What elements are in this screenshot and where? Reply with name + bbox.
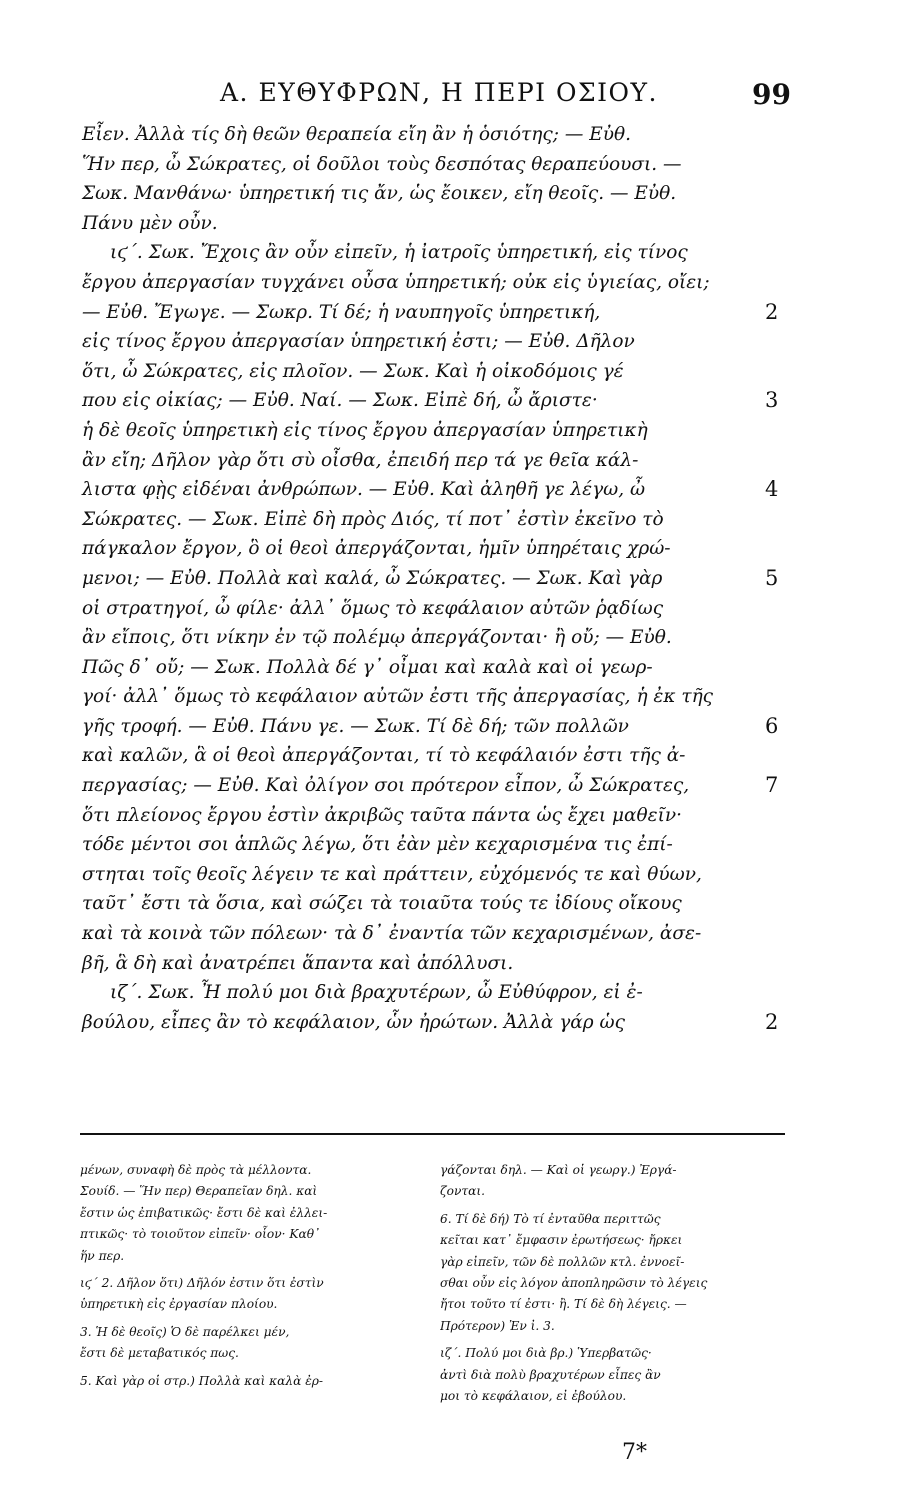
margin-number: 5 (765, 566, 779, 590)
signature-mark: 7* (622, 1440, 647, 1465)
footnote-line: ἀντὶ διὰ πολὺ βραχυτέρων εἶπες ἂν (440, 1367, 661, 1382)
footnote-line: σθαι οὖν εἰς λόγον ἀποπληρῶσιν τὸ λέγεις (440, 1276, 708, 1291)
footnotes-right-column (440, 1160, 785, 1407)
text-line: πάγκαλον ἔργον, ὃ οἱ θεοὶ ἀπεργάζονται, ἡμῖν ὑπηρέταις χρώ- (82, 538, 671, 560)
footnote-line: ἔστι δὲ μεταβατικός πως. (80, 1346, 239, 1361)
main-text (82, 120, 762, 1037)
footnote-line: ἥν περ. (80, 1248, 125, 1263)
margin-number: 7 (765, 773, 779, 798)
margin-number: 2 (765, 299, 779, 324)
text-line: Πάνυ μὲν οὖν. (82, 212, 218, 234)
text-line: καὶ τὰ κοινὰ τῶν πόλεων· τὰ δ᾽ ἐναντία τῶν κεχαρισμένων, ἀσε- (82, 923, 702, 945)
footnote-line: πτικῶς· τὸ τοιοῦτον εἰπεῖν· οἷον· Καθ᾽ (80, 1227, 321, 1242)
footnote-line: ἤτοι τοῦτο τί ἐστι· ἢ. Τί δὲ δὴ λέγεις. — (440, 1297, 687, 1312)
text-line: Σωκ. Μανθάνω· ὑπηρετική τις ἄν, ὡς ἔοικεν, εἴη θεοῖς. — Εὐθ. (82, 183, 677, 205)
margin-number: 3 (765, 388, 779, 413)
text-line: βούλου, εἶπες ἂν τὸ κεφάλαιον, ὧν ἠρώτων. Ἀλλὰ γάρ ὡς (82, 1011, 625, 1033)
running-head: Α. ΕΥΘΥΦΡΩΝ, Η ΠΕΡΙ ΟΣΙΟΥ. (220, 78, 658, 107)
footnote-line: κεῖται κατ᾽ ἔμφασιν ἐρωτήσεως· ἤρκει (440, 1233, 683, 1248)
text-line: περγασίας; — Εὐθ. Καὶ ὀλίγον σοι πρότερον εἶπον, ὦ Σώκρατες, (82, 775, 690, 797)
text-line: τόδε μέντοι σοι ἁπλῶς λέγω, ὅτι ἐὰν μὲν κεχαρισμένα τις ἐπί- (82, 834, 673, 856)
footnote-line: γάζονται δηλ. — Καὶ οἱ γεωργ.) Ἐργά- (440, 1163, 677, 1177)
footnote-line: Πρότερον) Ἐν ἰ. 3. (440, 1318, 555, 1333)
text-line: ἂν εἴη; Δῆλον γὰρ ὅτι σὺ οἶσθα, ἐπειδή περ τά γε θεῖα κάλ- (82, 449, 639, 471)
text-line: ιζ΄. Σωκ. Ἦ πολύ μοι διὰ βραχυτέρων, ὦ Εὐθύφρον, εἰ ἐ- (110, 982, 643, 1004)
text-line: ὅτι, ὦ Σώκρατες, εἰς πλοῖον. — Σωκ. Καὶ ἡ οἰκοδόμοις γέ (82, 360, 624, 382)
text-line: Εἶεν. Ἀλλὰ τίς δὴ θεῶν θεραπεία εἴη ἂν ἡ ὁσιότης; — Εὐθ. (82, 124, 631, 145)
footnote-line: μένων, συναφὴ δὲ πρὸς τὰ μέλλοντα. (80, 1163, 312, 1177)
text-line: γοί· ἀλλ᾽ ὅμως τὸ κεφάλαιον αὐτῶν ἐστι τῆς ἀπεργασίας, ἡ ἐκ τῆς (82, 686, 714, 708)
footnote-line: μοι τὸ κεφάλαιον, εἰ ἐβούλου. (440, 1389, 627, 1404)
margin-number: 4 (765, 477, 779, 502)
margin-number: 2 (765, 1010, 779, 1034)
text-line: που εἰς οἰκίας; — Εὐθ. Ναί. — Σωκ. Εἰπὲ δή, ὦ ἄριστε· (82, 390, 598, 412)
text-line: ἡ δὲ θεοῖς ὑπηρετικὴ εἰς τίνος ἔργου ἀπεργασίαν ὑπηρετικὴ (82, 419, 648, 441)
text-line: ταῦτ᾽ ἔστι τὰ ὅσια, καὶ σώζει τὰ τοιαῦτα τούς τε ἰδίους οἴκους (82, 893, 682, 915)
text-line: λιστα φῂς εἰδέναι ἀνθρώπων. — Εὐθ. Καὶ ἀληθῆ γε λέγω, ὦ (82, 479, 646, 501)
footnotes-left-column (80, 1160, 425, 1392)
footnote-line: ἔστιν ὡς ἐπιβατικῶς· ἔστι δὲ καὶ ἐλλει- (80, 1205, 328, 1220)
text-line: Πῶς δ᾽ οὔ; — Σωκ. Πολλὰ δέ γ᾽ οἶμαι καὶ καλὰ καὶ οἱ γεωρ- (82, 656, 653, 678)
margin-number: 6 (765, 714, 779, 738)
footnote-line: ζονται. (440, 1184, 485, 1199)
footnote-line: ιϛ΄ 2. Δῆλον ὅτι) Δῆλόν ἐστιν ὅτι ἐστὶν (80, 1276, 324, 1291)
text-line: εἰς τίνος ἔργου ἀπεργασίαν ὑπηρετική ἐστι; — Εὐθ. Δῆλον (82, 331, 635, 353)
text-line: Σώκρατες. — Σωκ. Εἰπὲ δὴ πρὸς Διός, τί ποτ᾽ ἐστὶν ἐκεῖνο τὸ (82, 508, 664, 530)
page-number: 99 (752, 78, 791, 111)
footnote-line: γὰρ εἰπεῖν, τῶν δὲ πολλῶν κτλ. ἐννοεῖ- (440, 1254, 685, 1269)
footnote-line: ὑπηρετικὴ εἰς ἐργασίαν πλοίου. (80, 1297, 278, 1312)
text-line: οἱ στρατηγοί, ὦ φίλε· ἀλλ᾽ ὅμως τὸ κεφάλαιον αὐτῶν ῥᾳδίως (82, 597, 664, 619)
text-line: ἂν εἴποις, ὅτι νίκην ἐν τῷ πολέμῳ ἀπεργάζονται· ἢ οὔ; — Εὐθ. (82, 627, 672, 649)
text-line: βῆ, ἃ δὴ καὶ ἀνατρέπει ἅπαντα καὶ ἀπόλλυσι. (82, 952, 514, 974)
text-line: — Εὐθ. Ἔγωγε. — Σωκρ. Τί δέ; ἡ ναυπηγοῖς ὑπηρετική, (82, 301, 601, 323)
text-line: ιϛ΄. Σωκ. Ἔχοις ἂν οὖν εἰπεῖν, ἡ ἰατροῖς ὑπηρετική, εἰς τίνος (110, 242, 688, 264)
text-line: στηται τοῖς θεοῖς λέγειν τε καὶ πράττειν, εὐχόμενός τε καὶ θύων, (82, 863, 702, 885)
text-line: ὅτι πλείονος ἔργου ἐστὶν ἀκριβῶς ταῦτα πάντα ὡς ἔχει μαθεῖν· (82, 804, 682, 826)
footnote-line: ιζ΄. Πολύ μοι διὰ βρ.) Ὑπερβατῶς· (440, 1346, 652, 1361)
text-line: ἔργου ἀπεργασίαν τυγχάνει οὖσα ὑπηρετική; οὐκ εἰς ὑγιείας, οἴει; (82, 271, 710, 293)
footnote-line: 3. Ἡ δὲ θεοῖς) Ὁ δὲ παρέλκει μέν, (80, 1324, 290, 1339)
text-line: μενοι; — Εὐθ. Πολλὰ καὶ καλά, ὦ Σώκρατες. — Σωκ. Καὶ γὰρ (82, 567, 663, 589)
footnote-rule (80, 1133, 785, 1135)
footnote-line: Σουίδ. — Ἥν περ) Θεραπεῖαν δηλ. καὶ (80, 1184, 318, 1199)
text-line: καὶ καλῶν, ἃ οἱ θεοὶ ἀπεργάζονται, τί τὸ κεφάλαιόν ἐστι τῆς ἀ- (82, 745, 686, 767)
text-line: Ἥν περ, ὦ Σώκρατες, οἱ δοῦλοι τοὺς δεσπότας θεραπεύουσι. — (82, 153, 682, 175)
text-line: γῆς τροφή. — Εὐθ. Πάνυ γε. — Σωκ. Τί δὲ δή; τῶν πολλῶν (82, 715, 629, 737)
footnote-line: 6. Τί δὲ δή) Τὸ τί ἐνταῦθα περιττῶς (440, 1211, 661, 1226)
footnote-line: 5. Καὶ γὰρ οἱ στρ.) Πολλὰ καὶ καλὰ ἐρ- (80, 1373, 324, 1388)
